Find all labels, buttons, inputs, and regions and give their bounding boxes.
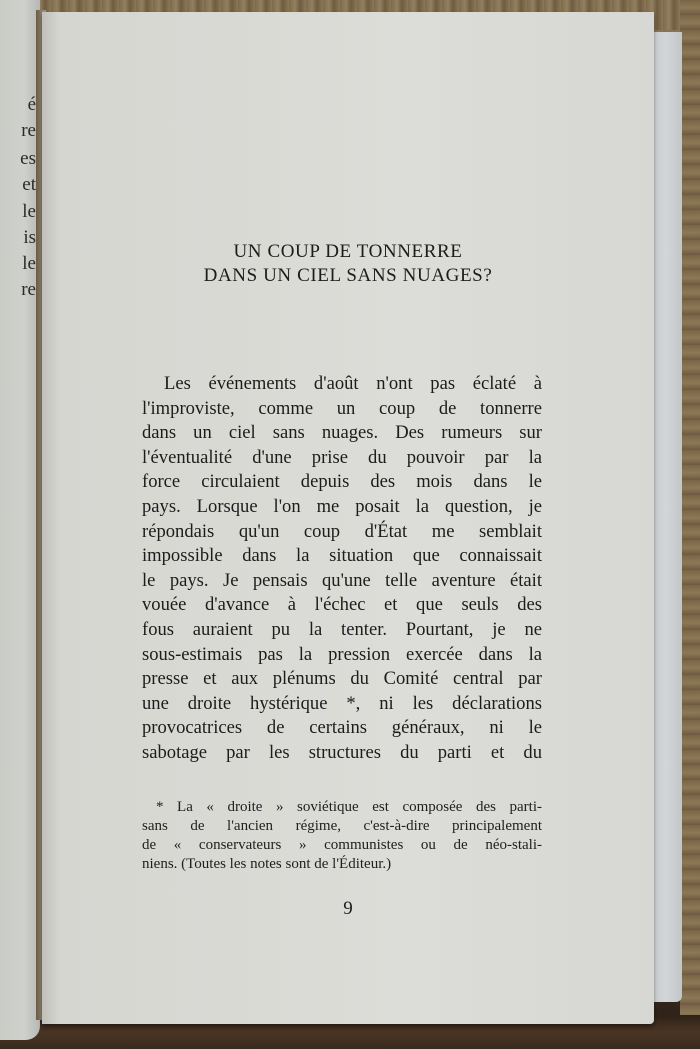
body-line: fous auraient pu la tenter. Pourtant, je ne (142, 618, 542, 640)
body-line: sabotage par les structures du parti et du (142, 741, 542, 763)
body-line: l'éventualité d'une prise du pouvoir par la (142, 446, 542, 468)
chapter-title (42, 240, 654, 288)
body-line: une droite hystérique *, ni les déclarations (142, 692, 542, 714)
body-line: presse et aux plénums du Comité central par (142, 668, 542, 690)
body-line: Les événements d'août n'ont pas éclaté à (164, 373, 542, 394)
footnote-line: sans de l'ancien régime, c'est-à-dire principalement (142, 818, 542, 834)
body-line: provocatrices de certains généraux, ni le (142, 717, 542, 739)
previous-page (0, 0, 40, 1040)
body-line: pays. Lorsque l'on me posait la question, je (142, 495, 542, 517)
previous-page-fragment: re (21, 120, 36, 141)
body-line: le pays. Je pensais qu'une telle aventure était (142, 569, 542, 591)
chapter-title-line-2: DANS UN CIEL SANS NUAGES? (203, 265, 493, 286)
previous-page-fragment: le (22, 253, 36, 274)
chapter-title-line-1: UN COUP DE TONNERRE (233, 241, 463, 262)
page-number: 9 (343, 898, 353, 919)
book-page (42, 12, 654, 1024)
previous-page-fragment: et (22, 174, 36, 195)
body-paragraph (142, 372, 542, 766)
footnote-line: * La « droite » soviétique est composée des parti- (156, 799, 542, 815)
footnote-line: de « conservateurs » communistes ou de néo-stali- (142, 837, 542, 853)
previous-page-fragment: re (21, 279, 36, 300)
body-line: l'improviste, comme un coup de tonnerre (142, 397, 542, 419)
body-line: sous-estimais pas la pression exercée dans la (142, 643, 542, 665)
previous-page-fragment: is (23, 227, 36, 248)
back-cover-sheet (650, 32, 682, 1002)
previous-page-fragment: es (20, 148, 36, 169)
footnote-line: niens. (Toutes les notes sont de l'Éditeur.) (142, 856, 392, 872)
footnote (142, 798, 542, 874)
body-line: répondais qu'un coup d'État me semblait (142, 520, 542, 542)
body-line: dans un ciel sans nuages. Des rumeurs sur (142, 422, 542, 444)
body-line: impossible dans la situation que connaissait (142, 545, 542, 567)
body-line: force circulaient depuis des mois dans le (142, 471, 542, 493)
wood-table-right (680, 0, 700, 1049)
previous-page-fragment: le (22, 201, 36, 222)
body-line: vouée d'avance à l'échec et que seuls des (142, 594, 542, 616)
previous-page-fragment: é (27, 94, 36, 115)
